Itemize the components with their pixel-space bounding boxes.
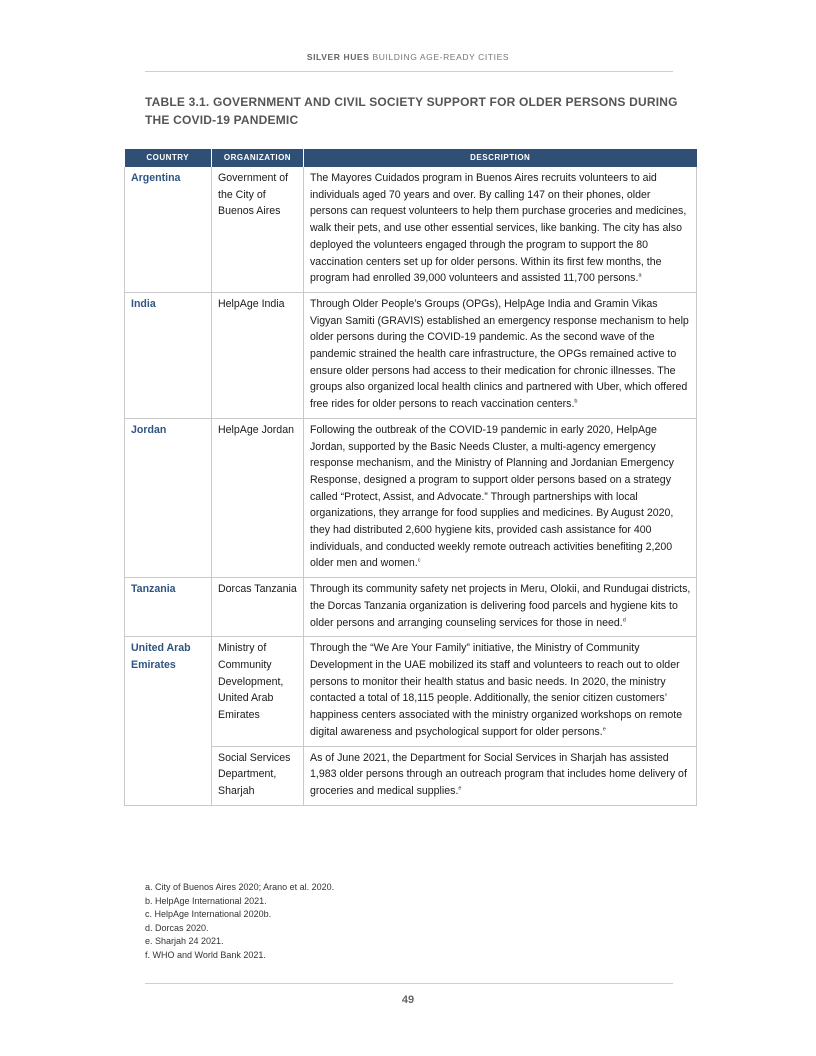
running-header	[0, 52, 816, 62]
footnote: c. HelpAge International 2020b.	[145, 909, 272, 920]
table-title: TABLE 3.1. GOVERNMENT AND CIVIL SOCIETY SUPPORT FOR OLDER PERSONS DURING THE COVID-19 PANDEMIC	[145, 95, 678, 127]
publication-subtitle: BUILDING AGE-READY CITIES	[372, 52, 510, 62]
support-table	[124, 149, 697, 806]
table-row	[125, 418, 697, 577]
description-text: Through Older People’s Groups (OPGs), HelpAge India and Gramin Vikas Vigyan Samiti (GRAVIS) established an emergency response mechanism to help older persons during the COVID-19 pandemic. As the second wave of the pandemic strained the health care infrastructure, the OPGs remained active to ensure older persons had access to their medication for chronic illnesses. The groups also organized local health clinics and partnered with Uber, which offered free rides for older persons to reach vaccination centers.	[310, 297, 689, 411]
organization-cell: Social Services Department, Sharjah	[212, 746, 304, 805]
description-cell	[304, 578, 697, 637]
table-header-row	[125, 149, 697, 167]
table-row	[125, 578, 697, 637]
footnote-marker: d	[622, 617, 626, 624]
table-row	[125, 292, 697, 418]
organization-cell: HelpAge Jordan	[212, 418, 304, 577]
header-divider	[145, 71, 673, 72]
footer-divider	[145, 983, 673, 984]
footnote: d. Dorcas 2020.	[145, 922, 209, 933]
country-cell: United Arab Emirates	[125, 637, 212, 805]
country-cell: Tanzania	[125, 578, 212, 637]
footnotes	[145, 881, 334, 963]
column-header-country: COUNTRY	[125, 149, 212, 167]
footnote: a. City of Buenos Aires 2020; Arano et al. 2020.	[145, 882, 335, 892]
description-cell	[304, 167, 697, 292]
description-cell	[304, 292, 697, 418]
description-cell	[304, 418, 697, 577]
publication-title: SILVER HUES	[306, 52, 370, 62]
footnote-marker: e	[602, 726, 606, 733]
country-cell: Jordan	[125, 418, 212, 577]
footnote-marker: e	[458, 785, 462, 792]
description-cell	[304, 637, 697, 746]
table-row	[125, 167, 697, 292]
footnote-marker: c	[417, 557, 421, 564]
organization-cell: Government of the City of Buenos Aires	[212, 167, 304, 292]
footnote-marker: a	[638, 272, 642, 279]
description-text: As of June 2021, the Department for Social Services in Sharjah has assisted 1,983 older persons through an outreach program that includes home delivery of groceries and medical supplies.	[310, 751, 687, 797]
organization-cell: Dorcas Tanzania	[212, 578, 304, 637]
organization-cell: HelpAge India	[212, 292, 304, 418]
footnote-marker: b	[574, 398, 578, 405]
country-cell: India	[125, 292, 212, 418]
description-text: Through its community safety net projects in Meru, Olokii, and Rundugai districts, the Dorcas Tanzania organization is delivering food parcels and hygiene kits to older persons and arranging counseling services for those in need.	[310, 583, 691, 629]
footnote: e. Sharjah 24 2021.	[145, 936, 224, 947]
organization-cell: Ministry of Community Development, United Arab Emirates	[212, 637, 304, 746]
footnote: b. HelpAge International 2021.	[145, 895, 267, 906]
column-header-description: DESCRIPTION	[304, 149, 697, 167]
column-header-organization: ORGANIZATION	[212, 149, 304, 167]
description-text: The Mayores Cuidados program in Buenos Aires recruits volunteers to aid individuals aged 70 years and over. By calling 147 on their phones, older persons can request volunteers to help them purchase groceries and medicines, walk their pets, and use other essential services, like banking. The city has also deployed the volunteers engaged through the program to support the 80 vaccination centers set up for older persons. Within its first few months, the program had enrolled 39,000 volunteers and assisted 11,700 persons.	[310, 172, 687, 285]
table-row	[125, 637, 697, 746]
footnote: f. WHO and World Bank 2021.	[145, 949, 266, 960]
country-cell: Argentina	[125, 167, 212, 292]
description-text: Following the outbreak of the COVID-19 pandemic in early 2020, HelpAge Jordan, supported by the Basic Needs Cluster, a multi-agency emergency response mechanism, and the Ministry of Planning and Jordanian Emergency Response, designed a program to support older persons based on a strategy called “Protect, Assist, and Advocate.” Through partnerships with local organizations, they arrange for food supplies and medicines. By August 2020, they had distributed 2,600 hygiene kits, provided cash assistance for 400 individuals, and conducted weekly remote outreach activities benefiting 2,200 older men and women.	[310, 423, 674, 570]
description-text: Through the “We Are Your Family” initiative, the Ministry of Community Development in the UAE mobilized its staff and volunteers to reach out to older persons to monitor their health status and basic needs. In 2020, the ministry contacted a total of 18,115 people. Additionally, the senior citizen customers’ happiness centers associated with the ministry organized workshops on remote digital awareness and psychological support for older persons.	[310, 642, 683, 738]
page-number: 49	[401, 994, 415, 1006]
description-cell	[304, 746, 697, 805]
